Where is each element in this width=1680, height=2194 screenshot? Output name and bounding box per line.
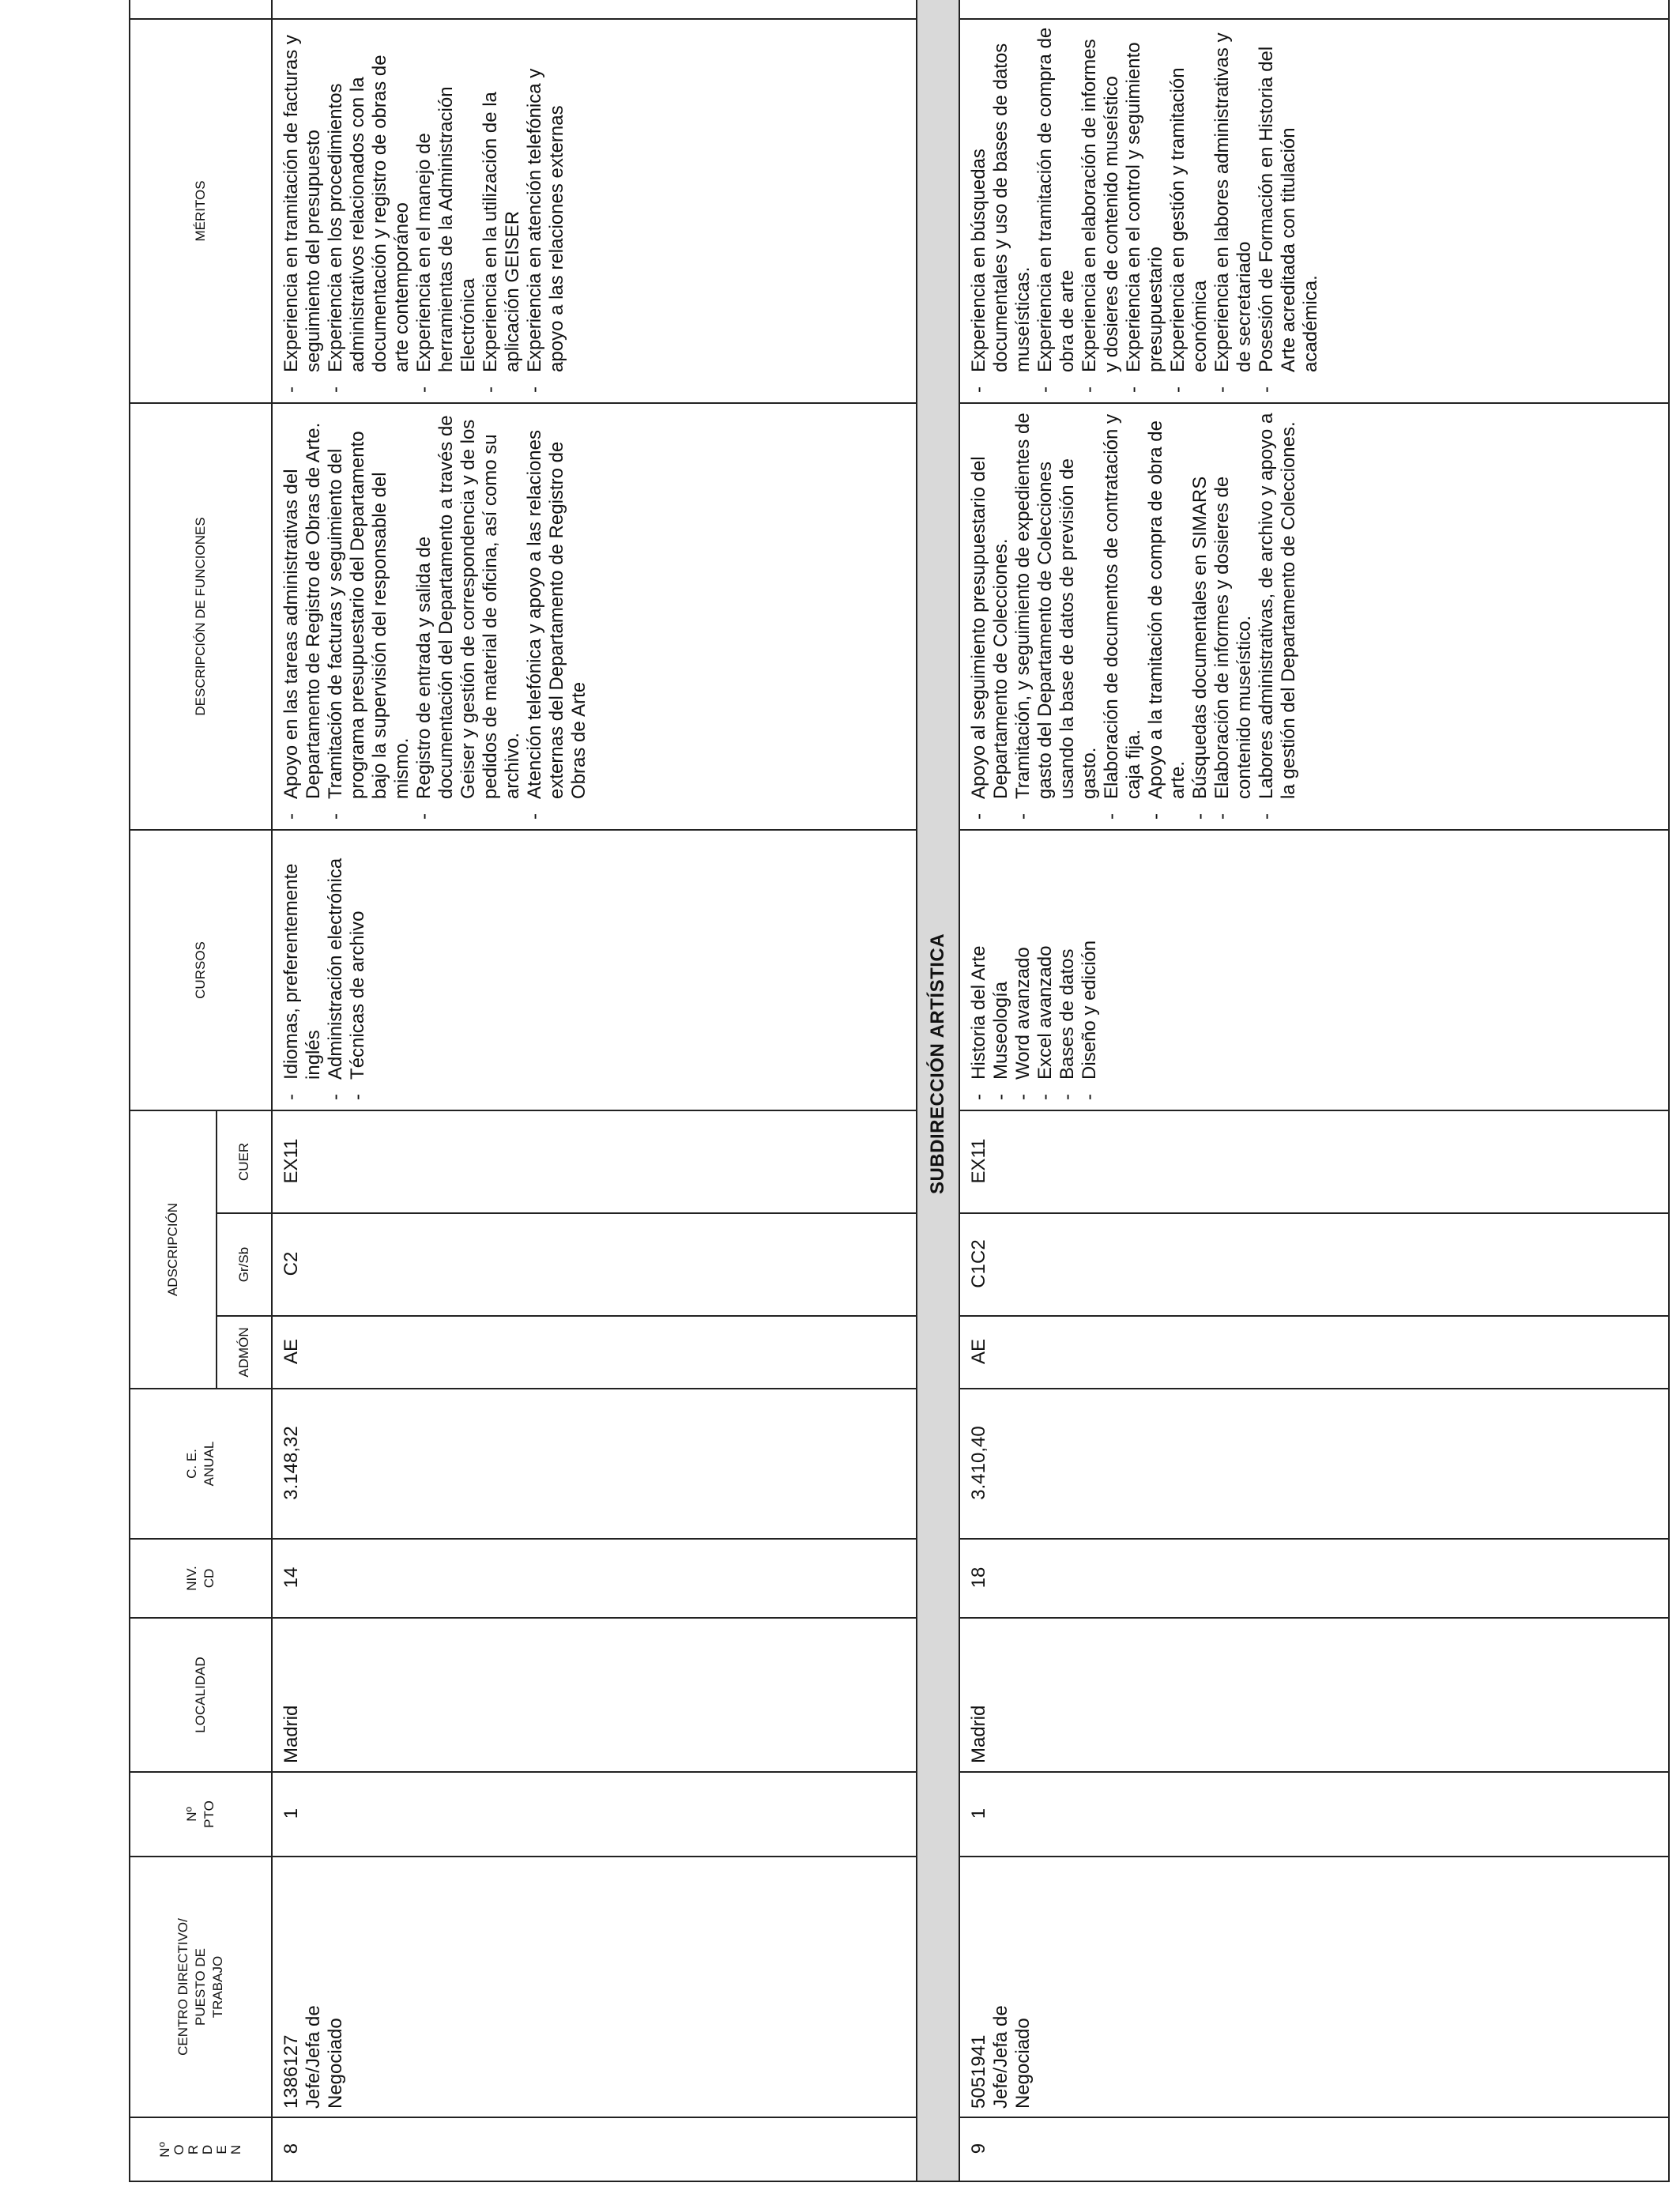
section-row [917, 0, 959, 2181]
ce-anual-cell: 3.410,40 [959, 1389, 1669, 1539]
cursos-cell [959, 830, 1669, 1110]
job-positions-table [129, 0, 1670, 2182]
header-admon: ADMÓN [217, 1316, 272, 1389]
puntos-cell [959, 0, 1669, 19]
grsb-cell: C2 [272, 1213, 917, 1316]
header-centro: CENTRO DIRECTIVO/ PUESTO DE TRABAJO [130, 1857, 272, 2117]
list-item: - Excel avanzado [1034, 837, 1057, 1102]
cuer-cell: EX11 [959, 1110, 1669, 1213]
header-cuer: CUER [217, 1110, 272, 1213]
funciones-cell [272, 403, 917, 830]
section-title: SUBDIRECCIÓN ARTÍSTICA [917, 0, 959, 2181]
list-item: - Idiomas, preferentemente inglés [281, 837, 325, 1102]
funciones-cell [959, 403, 1669, 830]
list-item: - Labores administrativas, de archivo y apoyo a la gestión del Departamento de Colecciones. [1256, 410, 1300, 821]
list-item: - Experiencia en el control y seguimiento presupuestario [1123, 26, 1167, 394]
list-item: - Elaboración de documentos de contratación y caja fija. [1101, 410, 1145, 821]
list-item: - Apoyo a la tramitación de compra de obra de arte. [1145, 410, 1189, 821]
list-item: - Experiencia en el manejo de herramientas de la Administración Electrónica [413, 26, 480, 394]
list-item: - Experiencia en búsquedas documentales y uso de bases de datos museísticas. [968, 26, 1034, 394]
list-item: - Experiencia en elaboración de informes y dosieres de contenido museístico [1079, 26, 1123, 394]
list-item: - Experiencia en los procedimientos administrativos relacionados con la documentación y registro de obras de arte contemporáneo [325, 26, 413, 394]
header-grsb: Gr/Sb [217, 1213, 272, 1316]
pto-cell: 1 [272, 1772, 917, 1857]
orden-cell: 9 [959, 2117, 1669, 2181]
pto-cell: 1 [959, 1772, 1669, 1857]
centro-cell: 1386127 Jefe/Jefa de Negociado [272, 1857, 917, 2117]
header-pto: Nº PTO [130, 1772, 272, 1857]
list-item: - Experiencia en gestión y tramitación económica [1167, 26, 1211, 394]
admon-cell: AE [272, 1316, 917, 1389]
list-item: - Experiencia en tramitación de compra de obra de arte [1034, 26, 1079, 394]
list-item: - Experiencia en atención telefónica y apoyo a las relaciones externas [524, 26, 568, 394]
header-localidad: LOCALIDAD [130, 1618, 272, 1772]
table-row [272, 0, 917, 2181]
list-item: - Tramitación de facturas y seguimiento del programa presupuestario del Departamento bajo la supervisión del responsable del mismo. [325, 410, 413, 821]
cuer-cell: EX11 [272, 1110, 917, 1213]
list-item: - Historia del Arte [968, 837, 990, 1102]
meritos-cell [959, 19, 1669, 403]
centro-cell: 5051941 Jefe/Jefa de Negociado [959, 1857, 1669, 2117]
header-meritos: MÉRITOS [130, 19, 272, 403]
list-item: - Apoyo en las tareas administrativas del Departamento de Registro de Obras de Arte. [281, 410, 325, 821]
list-item: - Apoyo al seguimiento presupuestario del Departamento de Colecciones. [968, 410, 1012, 821]
header-cursos: CURSOS [130, 830, 272, 1110]
localidad-cell: Madrid [272, 1618, 917, 1772]
header-orden [130, 2117, 272, 2181]
rotated-table-page [129, 10, 1670, 2182]
list-item: - Experiencia en la utilización de la aplicación GEISER [480, 26, 524, 394]
list-item: - Experiencia en tramitación de facturas y seguimiento del presupuesto [281, 26, 325, 394]
orden-cell: 8 [272, 2117, 917, 2181]
cursos-cell [272, 830, 917, 1110]
meritos-cell [272, 19, 917, 403]
ce-anual-cell: 3.148,32 [272, 1389, 917, 1539]
list-item: - Museología [990, 837, 1012, 1102]
grsb-cell: C1C2 [959, 1213, 1669, 1316]
list-item: - Elaboración de informes y dosieres de contenido museístico. [1211, 410, 1256, 821]
list-item: - Tramitación, y seguimiento de expedientes de gasto del Departamento de Colecciones usando la base de datos de previsión de gasto. [1012, 410, 1101, 821]
list-item: - Word avanzado [1012, 837, 1034, 1102]
list-item: - Registro de entrada y salida de documentación del Departamento a través de Geiser y gestión de correspondencia y de los pedidos de material de oficina, así como su archivo. [413, 410, 524, 821]
header-nivel: NIV. CD [130, 1539, 272, 1618]
header-ce-anual: C. E. ANUAL [130, 1389, 272, 1539]
header-adscripcion: ADSCRIPCIÓN [130, 1110, 217, 1389]
list-item: - Diseño y edición [1079, 837, 1101, 1102]
localidad-cell: Madrid [959, 1618, 1669, 1772]
header-puntos [130, 0, 272, 19]
header-funciones: DESCRIPCIÓN DE FUNCIONES [130, 403, 272, 830]
list-item: - Experiencia en labores administrativas y de secretariado [1211, 26, 1256, 394]
list-item: - Técnicas de archivo [347, 837, 369, 1102]
list-item: - Búsquedas documentales en SIMARS [1189, 410, 1211, 821]
list-item: - Administración electrónica [325, 837, 347, 1102]
nivel-cell: 14 [272, 1539, 917, 1618]
list-item: - Bases de datos [1057, 837, 1079, 1102]
table-row [959, 0, 1669, 2181]
nivel-cell: 18 [959, 1539, 1669, 1618]
puntos-cell [272, 0, 917, 19]
admon-cell: AE [959, 1316, 1669, 1389]
list-item: - Atención telefónica y apoyo a las relaciones externas del Departamento de Registro de Obras de Arte [524, 410, 590, 821]
header-orden-label: Nº O R D E N [156, 2141, 243, 2158]
list-item: - Posesión de Formación en Historia del Arte acreditada con titulación académica. [1256, 26, 1322, 394]
